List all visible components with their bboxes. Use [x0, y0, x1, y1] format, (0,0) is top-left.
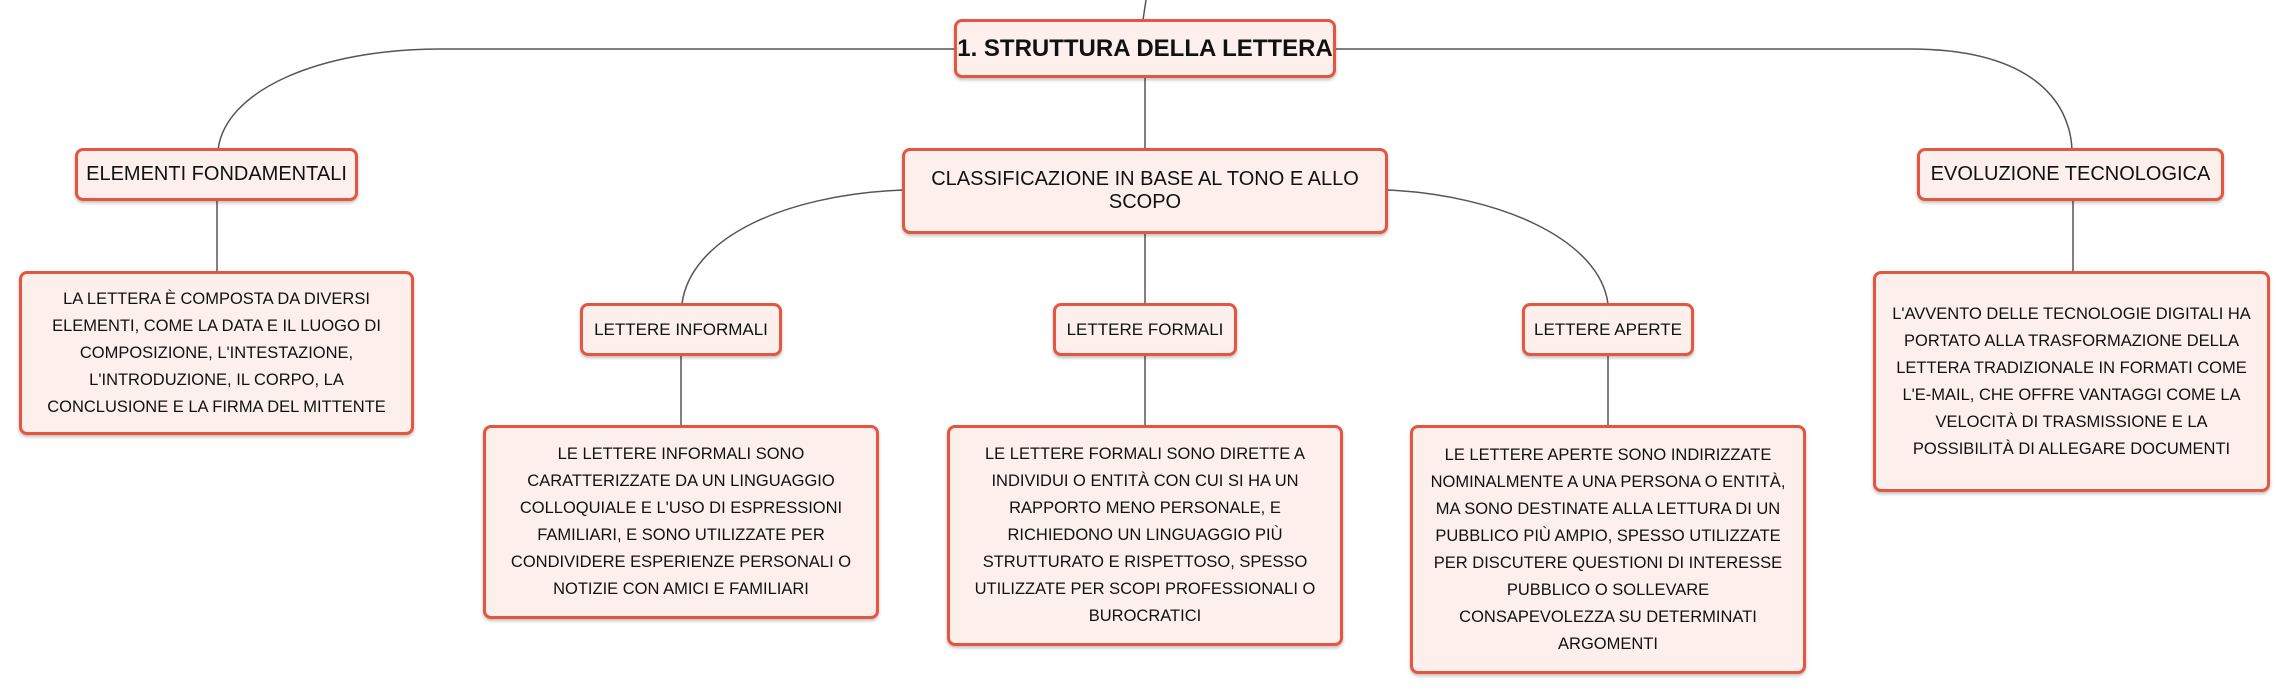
formali-description: LE LETTERE FORMALI SONO DIRETTE A INDIVIDUI O ENTITÀ CON CUI SI HA UN RAPPORTO MENO PERSONALE, E RICHIEDONO UN LINGUAGGIO PIÙ STRUTTURATO E RISPETTOSO, SPESSO UTILIZZATE PER SCOPI PROFESSIONALI O BUROCRATICI: [974, 445, 1316, 625]
elementi-description: LA LETTERA È COMPOSTA DA DIVERSI ELEMENTI, COME LA DATA E IL LUOGO DI COMPOSIZIONE, L'INTESTAZIONE, L'INTRODUZIONE, IL CORPO, LA CONCLUSIONE E LA FIRMA DEL MITTENTE: [47, 289, 386, 416]
node-lettere-formali[interactable]: [1053, 303, 1237, 356]
node-classificazione[interactable]: [902, 148, 1388, 234]
aperte-description: LE LETTERE APERTE SONO INDIRIZZATE NOMINALMENTE A UNA PERSONA O ENTITÀ, MA SONO DESTINATE ALLA LETTURA DI UN PUBBLICO PIÙ AMPIO, SPESSO UTILIZZATE PER DISCUTERE QUESTIONI DI INTERESSE PUBBLICO O SOLLEVARE CONSAPEVOLEZZA SU DETERMINATI ARGOMENTI: [1430, 445, 1786, 653]
informali-label: LETTERE INFORMALI: [594, 319, 768, 339]
informali-description: LE LETTERE INFORMALI SONO CARATTERIZZATE DA UN LINGUAGGIO COLLOQUIALE E L'USO DI ESPRESSIONI FAMILIARI, E SONO UTILIZZATE PER CONDIVIDERE ESPERIENZE PERSONALI O NOTIZIE CON AMICI E FAMILIARI: [510, 445, 852, 598]
link-root-elementi: [218, 49, 955, 150]
node-lettere-informali[interactable]: [580, 303, 782, 356]
leaf-elementi-fondamentali[interactable]: [19, 271, 414, 435]
evoluzione-description: L'AVVENTO DELLE TECNOLOGIE DIGITALI HA PORTATO ALLA TRASFORMAZIONE DELLA LETTERA TRADIZIONALE IN FORMATI COME L'E-MAIL, CHE OFFRE VANTAGGI COME LA VELOCITÀ DI TRASMISSIONE E LA POSSIBILITÀ DI ALLEGARE DOCUMENTI: [1892, 304, 2251, 458]
leaf-lettere-formali[interactable]: [947, 425, 1343, 646]
link-root-evoluzione: [1335, 49, 2072, 150]
link-root-up: [1143, 0, 1146, 20]
classificazione-label: CLASSIFICAZIONE IN BASE AL TONO E ALLO SCOPO: [931, 168, 1359, 213]
aperte-label: LETTERE APERTE: [1533, 319, 1682, 339]
elementi-label: ELEMENTI FONDAMENTALI: [86, 163, 347, 185]
leaf-lettere-aperte[interactable]: [1410, 425, 1806, 674]
evoluzione-label: EVOLUZIONE TECNOLOGICA: [1930, 163, 2211, 185]
leaf-lettere-informali[interactable]: [483, 425, 879, 619]
leaf-evoluzione-tecnologica[interactable]: [1873, 271, 2270, 492]
formali-label: LETTERE FORMALI: [1066, 319, 1224, 339]
link-class-aperte: [1387, 190, 1608, 304]
root-node[interactable]: [954, 19, 1336, 78]
node-evoluzione-tecnologica[interactable]: [1917, 148, 2224, 201]
node-lettere-aperte[interactable]: [1522, 303, 1694, 356]
link-class-informali: [682, 190, 903, 304]
node-elementi-fondamentali[interactable]: [75, 148, 358, 201]
root-label: 1. STRUTTURA DELLA LETTERA: [957, 34, 1333, 62]
